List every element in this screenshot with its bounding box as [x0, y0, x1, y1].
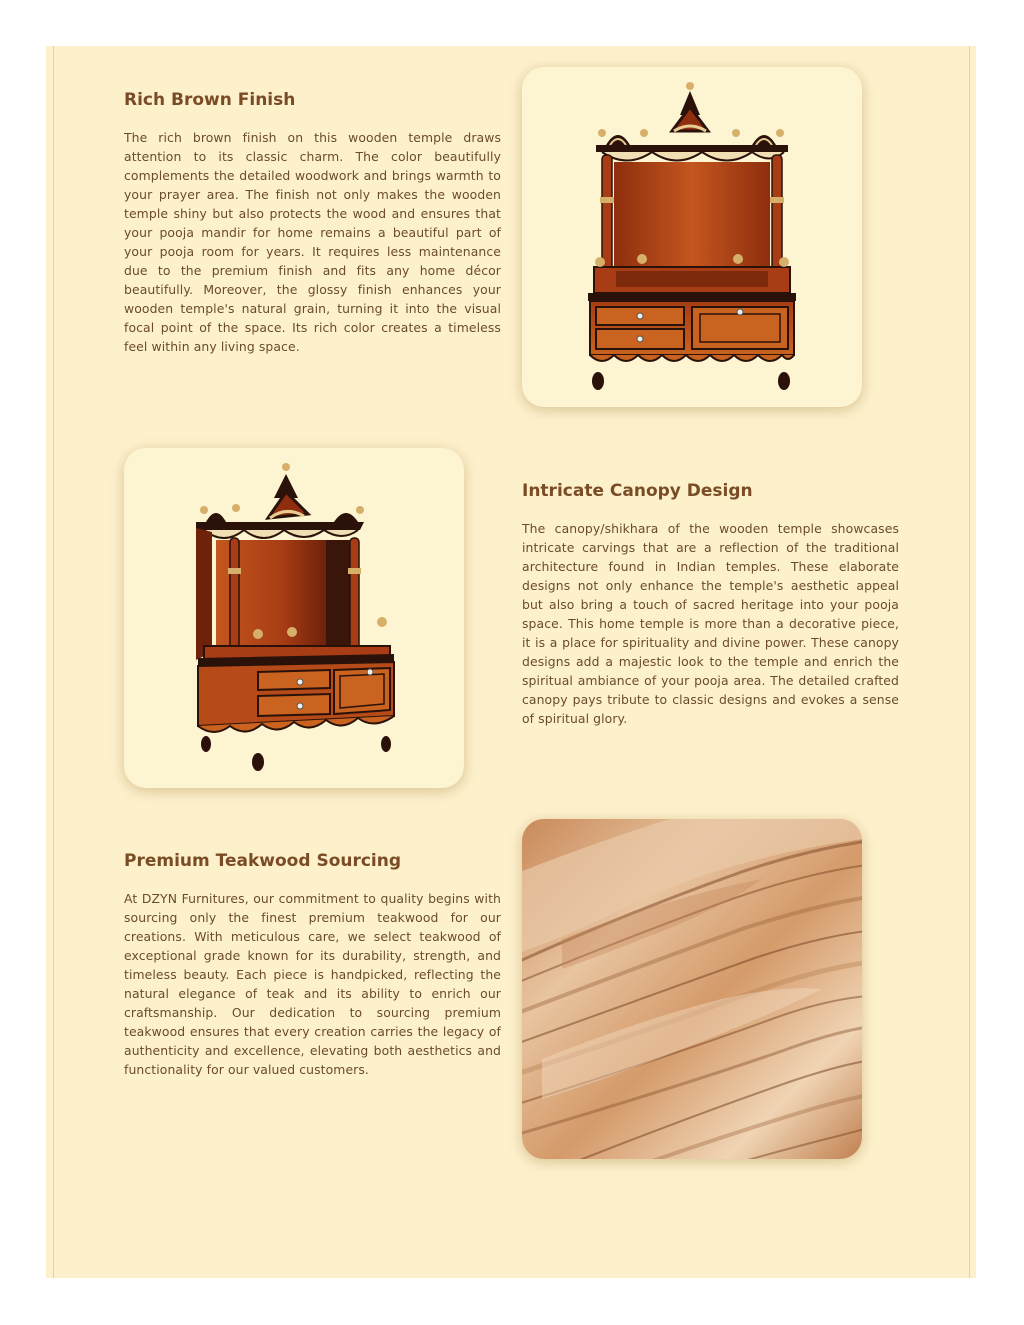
section-title-premium-teakwood-sourcing: Premium Teakwood Sourcing: [124, 851, 402, 871]
teakwood-grain-image: [522, 819, 862, 1159]
section-title-rich-brown-finish: Rich Brown Finish: [124, 90, 296, 110]
section-body-premium-teakwood-sourcing: At DZYN Furnitures, our commitment to quality begins with sourcing only the finest premium teakwood for our creations. With meticulous care, we select teakwood of exceptional grade known for its durability, strength, and timeless beauty. Each piece is handpicked, reflecting the natural elegance of teak and its ability to enrich our craftsmanship. Our dedication to sourcing premium teakwood ensures that every creation carries the legacy of authenticity and excellence, elevating both aesthetics and functionality for our valued customers.: [124, 891, 501, 1077]
section-title-intricate-canopy-design: Intricate Canopy Design: [522, 481, 753, 501]
page: [46, 46, 976, 1278]
wooden-temple-front-image: [522, 67, 862, 407]
page-border-left: [53, 46, 54, 1278]
wooden-temple-front-illustration: [522, 67, 862, 407]
page-border-right: [969, 46, 970, 1278]
teakwood-grain-illustration: [522, 819, 862, 1159]
section-body-rich-brown-finish: The rich brown finish on this wooden temple draws attention to its classic charm. The color beautifully complements the detailed woodwork and brings warmth to your prayer area. The finish not only makes the wooden temple shiny but also protects the wood and ensures that your pooja mandir for home remains a beautiful part of your pooja room for years. It requires less maintenance due to the premium finish and fits any home décor beautifully. Moreover, the glossy finish enhances your wooden temple's natural grain, turning it into the visual focal point of the space. Its rich color creates a timeless feel within any living space.: [124, 130, 501, 354]
wooden-temple-angled-illustration: [124, 448, 464, 788]
wooden-temple-angled-image: [124, 448, 464, 788]
section-body-intricate-canopy-design: The canopy/shikhara of the wooden temple showcases intricate carvings that are a reflection of the traditional architecture found in Indian temples. These elaborate designs not only enhance the temple's aesthetic appeal but also bring a touch of sacred heritage into your pooja space. This home temple is more than a decorative piece, it is a place for spirituality and divine power. These canopy designs add a majestic look to the temple and enrich the spiritual ambiance of your pooja area. The detailed crafted canopy pays tribute to classic designs and evokes a sense of spiritual glory.: [522, 521, 899, 726]
